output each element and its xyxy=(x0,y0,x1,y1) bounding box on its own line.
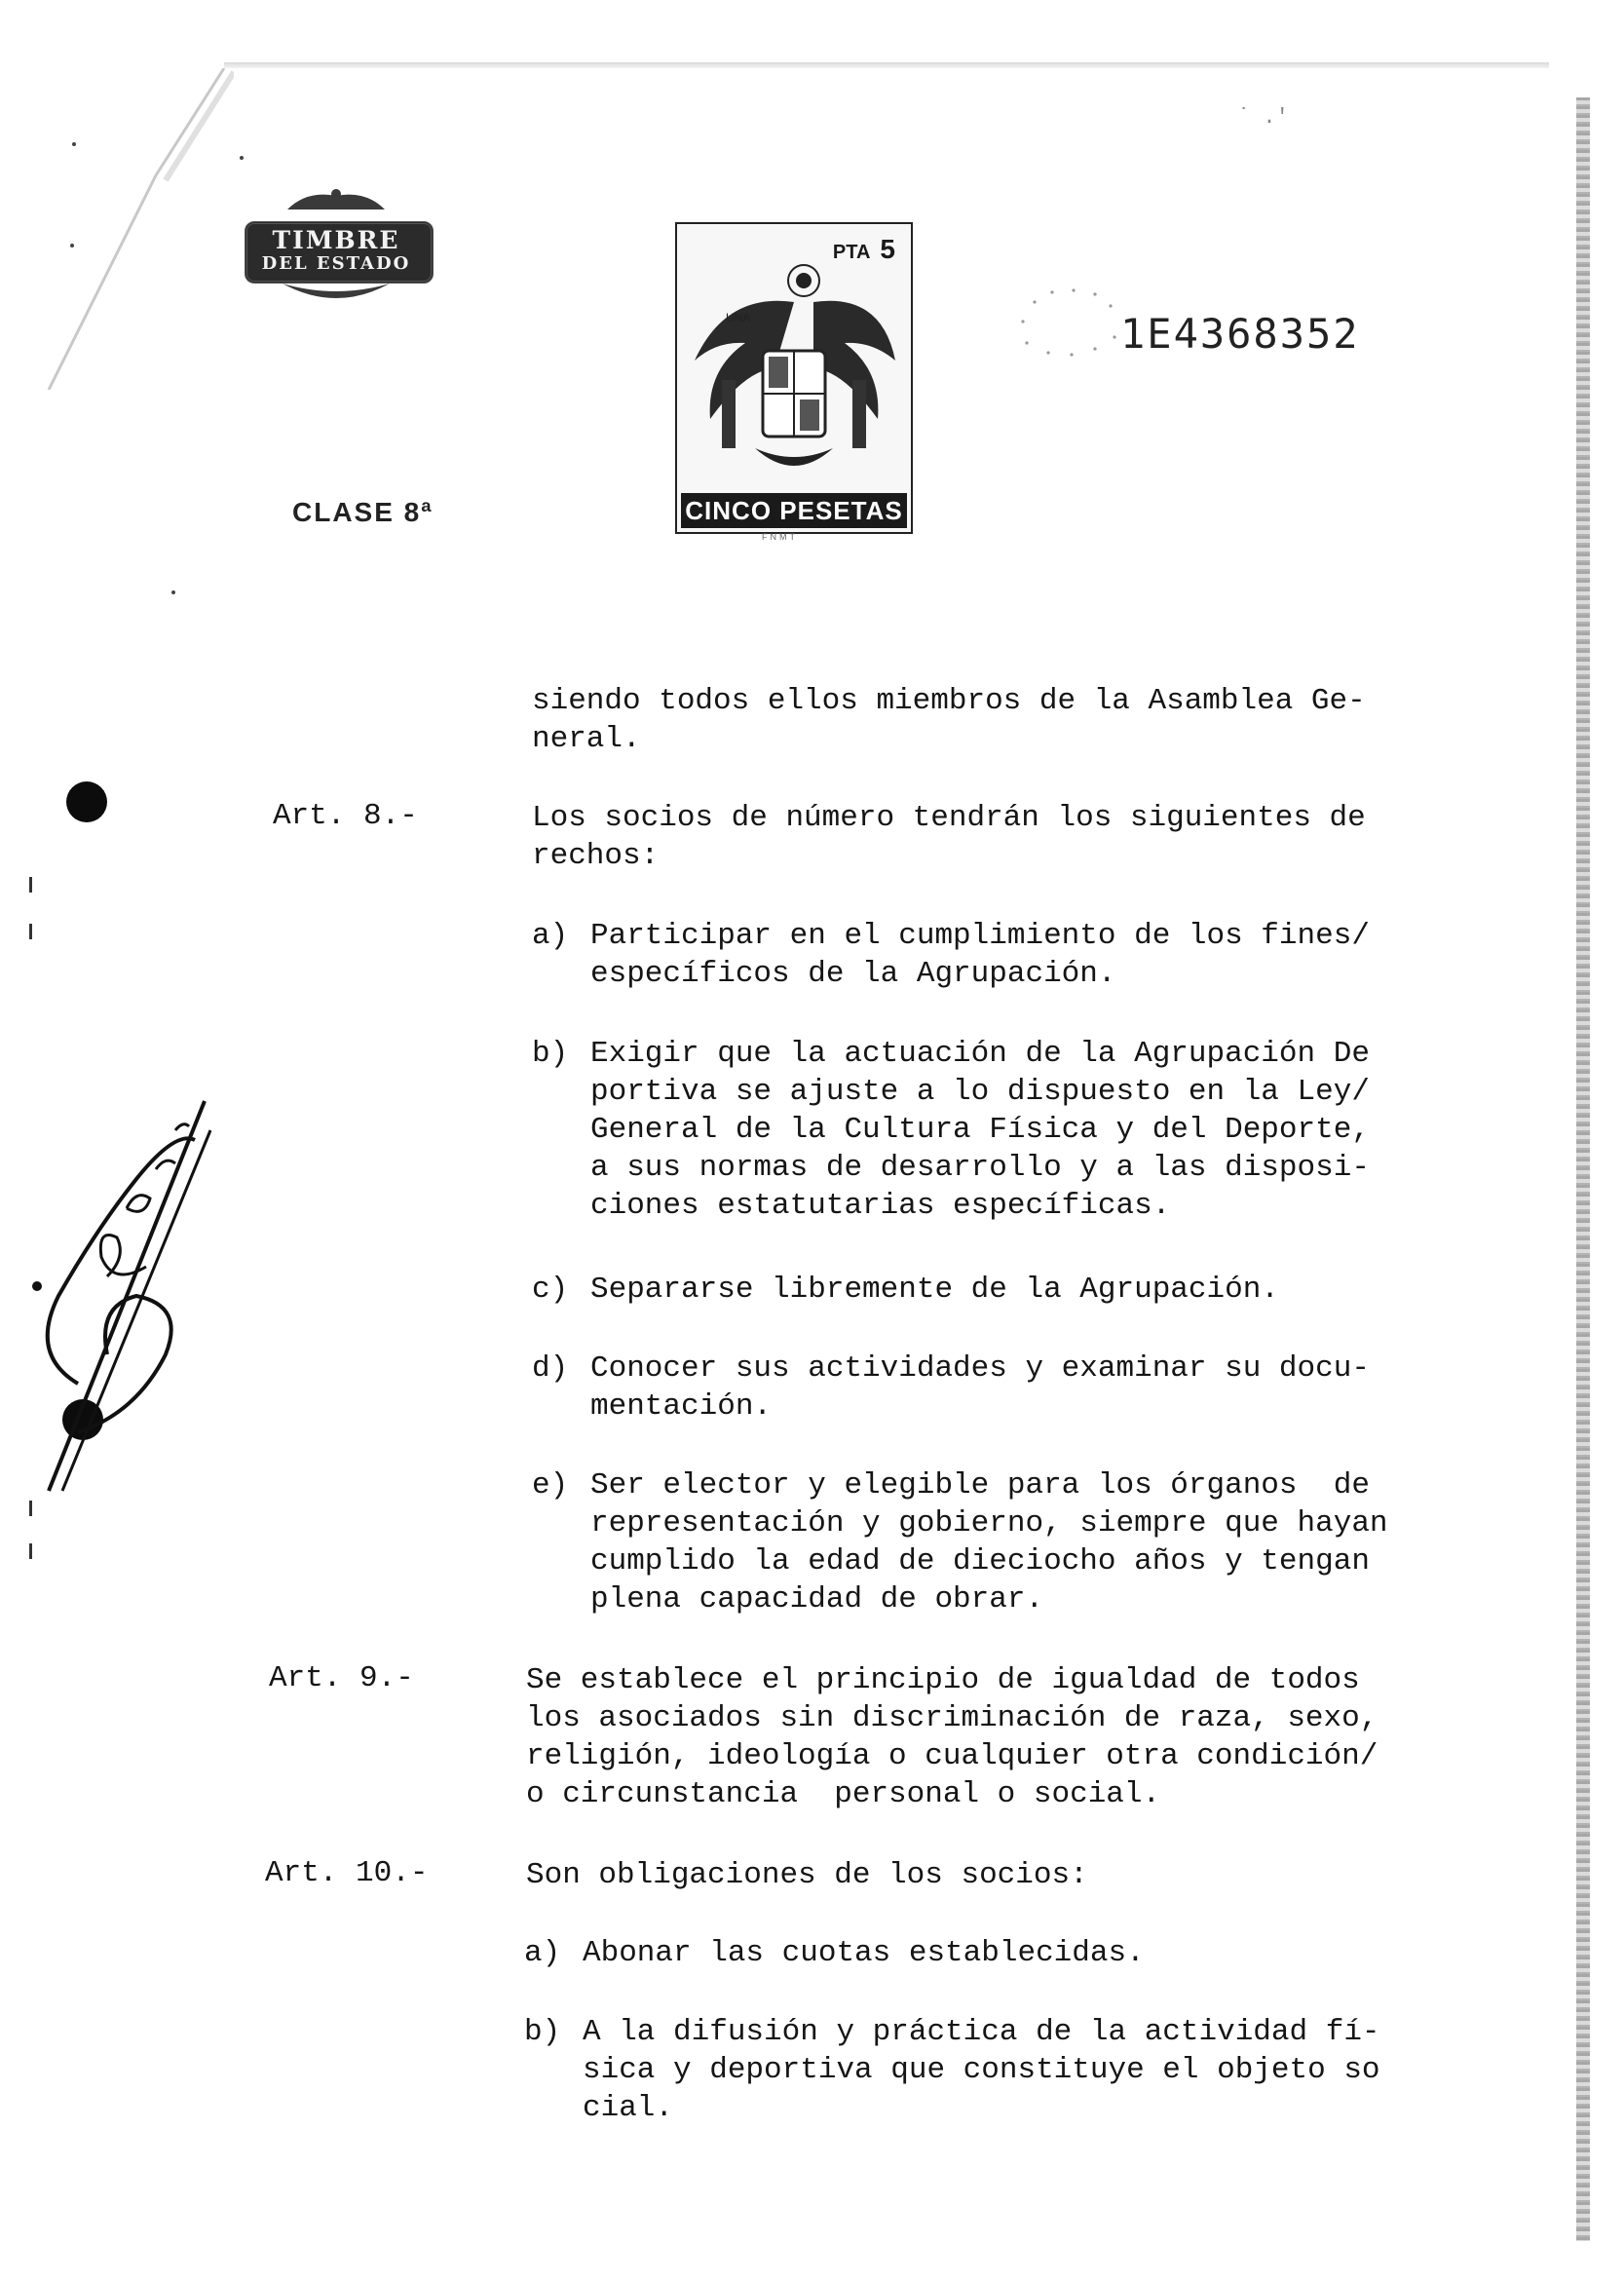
tax-stamp xyxy=(675,222,913,534)
text-line: mentación. xyxy=(590,1389,773,1424)
article-9-label: Art. 9.- xyxy=(269,1661,414,1695)
stamp-denomination-prefix: PTA xyxy=(832,242,871,263)
text-line: General de la Cultura Física y del Deporte, xyxy=(590,1113,1370,1147)
item-text xyxy=(583,1934,1145,1972)
text-line: ciones estatutarias específicas. xyxy=(590,1189,1171,1223)
scroll-ornament-icon xyxy=(278,284,395,305)
paper-right-edge xyxy=(1576,97,1590,2241)
article-8-text xyxy=(532,799,1366,875)
speck xyxy=(72,142,76,146)
item-text xyxy=(590,917,1370,993)
text-line: Son obligaciones de los socios: xyxy=(526,1858,1088,1892)
article-9-text xyxy=(526,1661,1378,1813)
timbre-line-2: DEL ESTADO xyxy=(261,253,411,274)
stamp-small-text: FNMT xyxy=(762,532,798,542)
text-line: siendo todos ellos miembros de la Asamblea Ge- xyxy=(532,684,1366,718)
corner-mark: ˙ .′ xyxy=(1237,105,1289,130)
crown-ornament-icon xyxy=(278,188,395,209)
clase-label: CLASE 8ª xyxy=(292,497,434,527)
speck xyxy=(70,244,74,247)
item-marker: a) xyxy=(532,919,569,953)
text-line: portiva se ajuste a lo dispuesto en la Ley/ xyxy=(590,1075,1370,1109)
text-line: específicos de la Agrupación. xyxy=(590,957,1116,991)
margin-mark xyxy=(29,1543,32,1559)
item-text xyxy=(590,1035,1370,1225)
intro-paragraph xyxy=(532,682,1366,758)
serial-number: 1E4368352 xyxy=(1120,310,1360,358)
text-line: Conocer sus actividades y examinar su docu- xyxy=(590,1351,1370,1386)
item-marker: c) xyxy=(532,1273,569,1307)
speck xyxy=(240,156,244,160)
text-line: Los socios de número tendrán los siguientes de xyxy=(532,801,1366,835)
text-line: cumplido la edad de dieciocho años y tengan xyxy=(590,1544,1370,1578)
text-line: Ser elector y elegible para los órganos de xyxy=(590,1468,1370,1502)
eagle-coat-of-arms-icon xyxy=(687,253,901,483)
item-marker: b) xyxy=(532,1037,569,1071)
text-line: cial. xyxy=(583,2091,674,2125)
margin-mark xyxy=(29,924,32,939)
item-text xyxy=(583,2013,1380,2127)
item-marker: b) xyxy=(524,2015,561,2049)
item-marker: e) xyxy=(532,1468,569,1502)
text-line: Se establece el principio de igualdad de todos xyxy=(526,1663,1360,1697)
article-10-label: Art. 10.- xyxy=(265,1856,429,1890)
speck xyxy=(171,590,175,594)
text-line: neral. xyxy=(532,722,641,756)
item-marker: a) xyxy=(524,1936,561,1970)
text-line: plena capacidad de obrar. xyxy=(590,1582,1044,1616)
text-line: Participar en el cumplimiento de los fines/ xyxy=(590,919,1370,953)
article-8-label: Art. 8.- xyxy=(273,799,418,833)
timbre-emblem xyxy=(239,180,434,317)
item-marker: d) xyxy=(532,1351,569,1386)
punch-hole xyxy=(66,781,107,822)
paper-fold-edge xyxy=(39,68,234,390)
item-text xyxy=(590,1271,1279,1309)
text-line: o circunstancia personal o social. xyxy=(526,1777,1161,1811)
text-line: los asociados sin discriminación de raza, sexo, xyxy=(526,1701,1379,1735)
item-text xyxy=(590,1466,1388,1618)
text-line: Separarse libremente de la Agrupación. xyxy=(590,1273,1279,1307)
text-line: rechos: xyxy=(532,839,660,873)
stamp-denomination-value: 5 xyxy=(880,234,895,264)
text-line: representación y gobierno, siempre que hayan xyxy=(590,1506,1388,1540)
text-line: sica y deportiva que constituye el objeto so xyxy=(583,2053,1380,2087)
handwritten-signature xyxy=(19,1062,214,1510)
stamp-banner: CINCO PESETAS xyxy=(681,493,907,528)
text-line: Exigir que la actuación de la Agrupación De xyxy=(590,1037,1370,1071)
paper-top-edge xyxy=(224,62,1549,68)
timbre-line-1: TIMBRE xyxy=(272,226,400,254)
item-text xyxy=(590,1350,1370,1426)
text-line: A la difusión y práctica de la actividad fí- xyxy=(583,2015,1380,2049)
text-line: Abonar las cuotas establecidas. xyxy=(583,1936,1145,1970)
text-line: a sus normas de desarrollo y a las disposi- xyxy=(590,1151,1370,1185)
article-10-text xyxy=(526,1856,1088,1894)
svg-text:UNA: UNA xyxy=(726,311,751,324)
text-line: religión, ideología o cualquier otra condición/ xyxy=(526,1739,1379,1773)
margin-mark xyxy=(29,877,32,893)
